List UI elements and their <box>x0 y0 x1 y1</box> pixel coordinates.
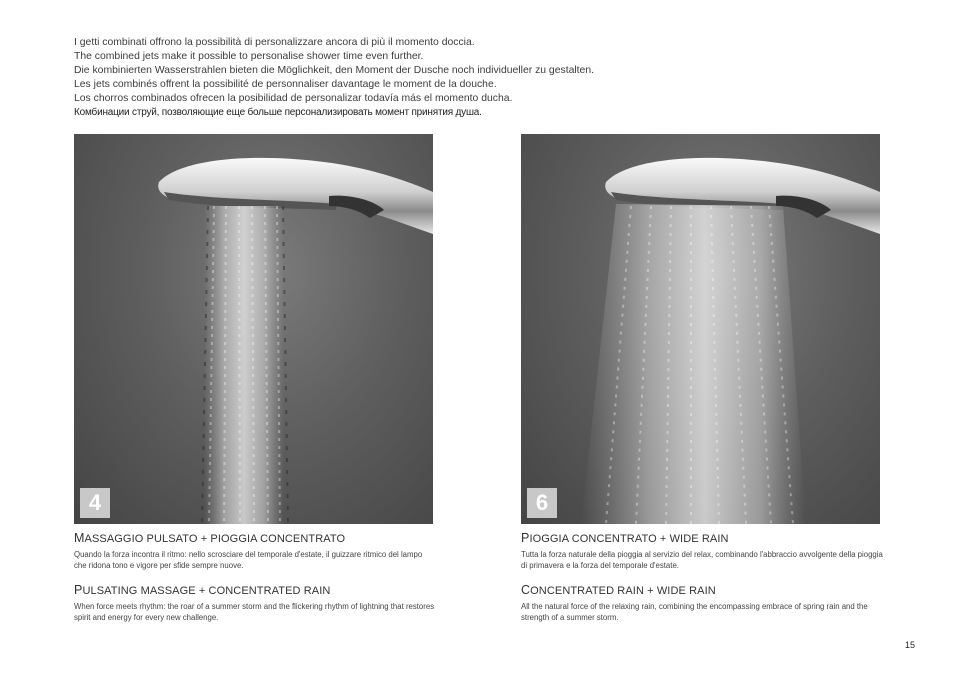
shower-head-illustration-right <box>521 134 880 524</box>
shower-head-illustration-left <box>74 134 433 524</box>
page-number: 15 <box>905 640 916 650</box>
shower-photo-left <box>74 134 433 524</box>
caption-desc-italian: Tutta la forza naturale della pioggia al servizio del relax, combinando l'abbraccio avvolgente della pioggia di primavera e la forza del temporale d'estate. <box>521 550 883 570</box>
intro-french: Les jets combinés offrent la possibilité de personnaliser davantage le moment de la douche. <box>74 78 497 90</box>
caption-left <box>74 531 436 623</box>
caption-right <box>521 531 883 623</box>
intro-italian: I getti combinati offrono la possibilità di personalizzare ancora di più il momento doccia. <box>74 37 475 48</box>
jet-combination-number: 4 <box>80 488 110 518</box>
intro-english: The combined jets make it possible to personalise shower time even further. <box>74 50 424 62</box>
caption-desc-english: All the natural force of the relaxing rain, combining the encompassing embrace of spring rain and the strength of a summer storm. <box>521 602 868 622</box>
caption-title-italian: PIOGGIA CONCENTRATO + WIDE RAIN <box>521 531 729 545</box>
caption-title-english: PULSATING MASSAGE + CONCENTRATED RAIN <box>74 583 331 597</box>
intro-german: Die kombinierten Wasserstrahlen bieten die Möglichkeit, den Moment der Dusche noch individueller zu gestalten. <box>74 64 594 76</box>
intro-spanish: Los chorros combinados ofrecen la posibilidad de personalizar todavía más el momento ducha. <box>74 92 513 104</box>
jet-combination-number: 6 <box>527 488 557 518</box>
intro-russian: Комбинации струй, позволяющие еще больше персонализировать момент принятия душа. <box>74 106 482 118</box>
caption-desc-english: When force meets rhythm: the roar of a summer storm and the flickering rhythm of lightning that restores spirit and energy for every new challenge. <box>74 602 435 622</box>
caption-desc-italian: Quando la forza incontra il ritmo: nello scrosciare del temporale d'estate, il guizzare ritmico del lampo che ridona tono e vigore per sfide sempre nuove. <box>74 550 423 570</box>
caption-title-italian: MASSAGGIO PULSATO + PIOGGIA CONCENTRATO <box>74 531 346 545</box>
shower-photo-right <box>521 134 880 524</box>
caption-title-english: CONCENTRATED RAIN + WIDE RAIN <box>521 583 716 597</box>
intro-text <box>74 36 674 119</box>
